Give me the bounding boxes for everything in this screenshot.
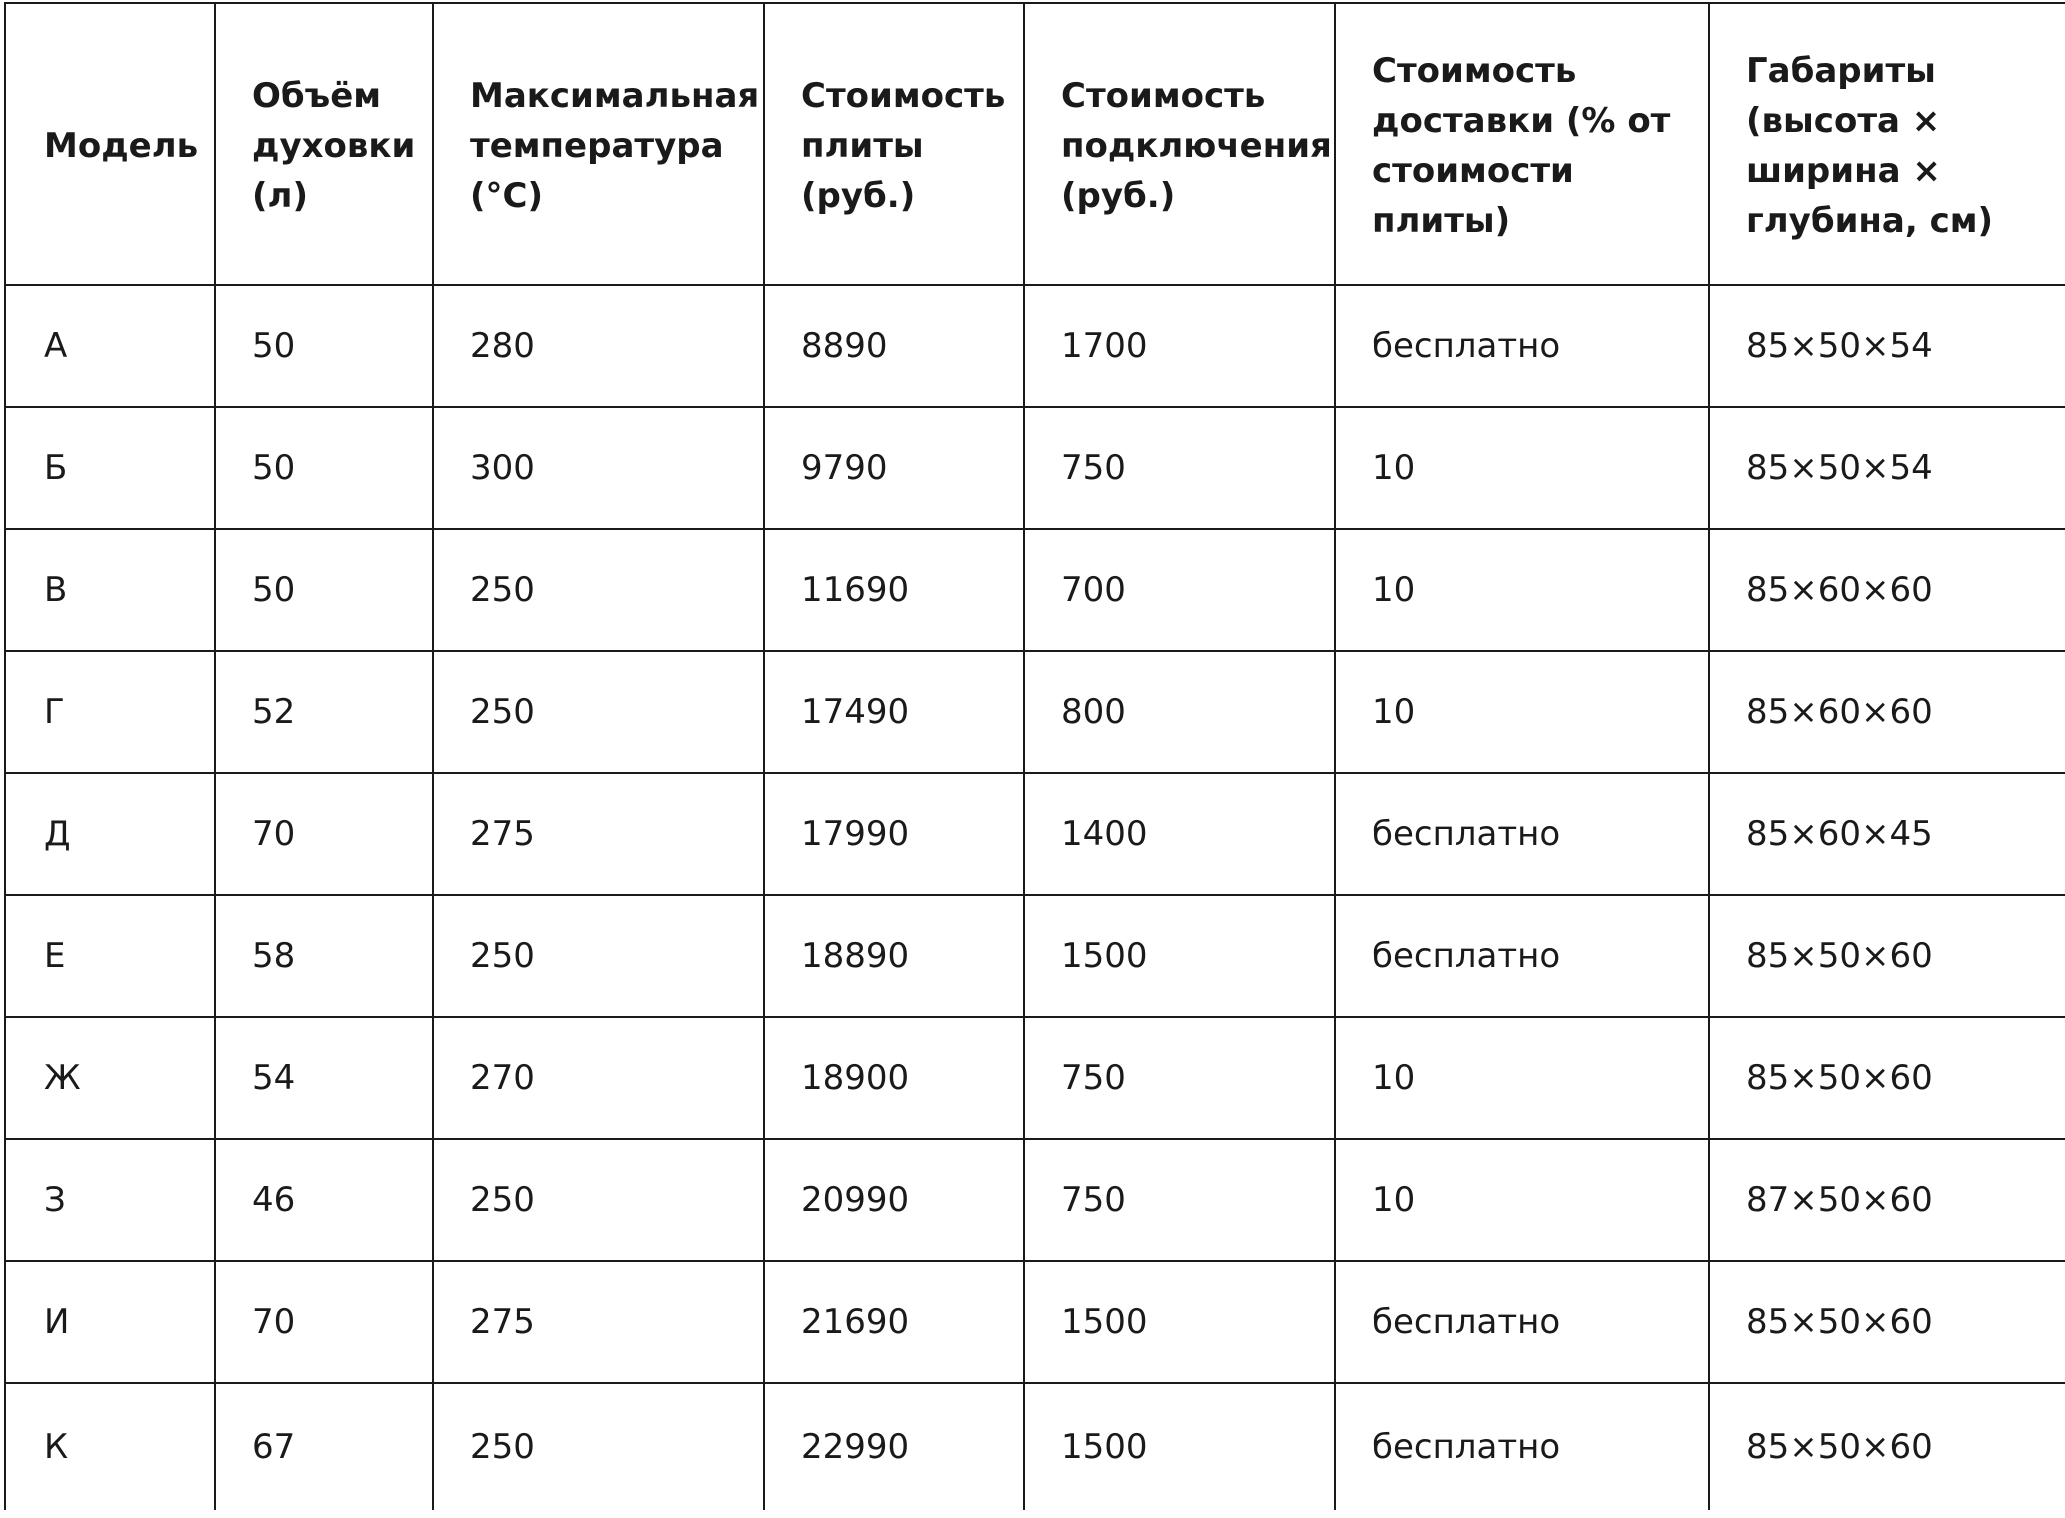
- cell-dimensions: 85×50×54: [1709, 407, 2065, 529]
- cell-connection-price: 1500: [1024, 1383, 1335, 1510]
- cell-model: Б: [5, 407, 215, 529]
- cell-dimensions: 85×50×60: [1709, 1383, 2065, 1510]
- cell-delivery-price: бесплатно: [1335, 773, 1709, 895]
- cell-delivery-price: 10: [1335, 407, 1709, 529]
- cell-model: И: [5, 1261, 215, 1383]
- header-oven-volume: Объём духовки (л): [215, 3, 433, 285]
- cell-dimensions: 85×50×60: [1709, 1261, 2065, 1383]
- header-connection-price: Стоимость подключения (руб.): [1024, 3, 1335, 285]
- table-row: [5, 1017, 2065, 1139]
- cell-delivery-price: 10: [1335, 529, 1709, 651]
- cell-stove-price: 20990: [764, 1139, 1024, 1261]
- table-header-row: [5, 3, 2065, 285]
- cell-dimensions: 85×60×45: [1709, 773, 2065, 895]
- cell-max-temperature: 275: [433, 773, 764, 895]
- cell-oven-volume: 58: [215, 895, 433, 1017]
- cell-delivery-price: 10: [1335, 1139, 1709, 1261]
- table-row: [5, 1139, 2065, 1261]
- cell-max-temperature: 250: [433, 529, 764, 651]
- cell-oven-volume: 67: [215, 1383, 433, 1510]
- cell-model: Д: [5, 773, 215, 895]
- cell-stove-price: 17990: [764, 773, 1024, 895]
- cell-delivery-price: бесплатно: [1335, 895, 1709, 1017]
- cell-max-temperature: 270: [433, 1017, 764, 1139]
- cell-connection-price: 800: [1024, 651, 1335, 773]
- cell-connection-price: 750: [1024, 1139, 1335, 1261]
- cell-oven-volume: 54: [215, 1017, 433, 1139]
- cell-stove-price: 18900: [764, 1017, 1024, 1139]
- cell-dimensions: 85×60×60: [1709, 529, 2065, 651]
- header-stove-price: Стоимость плиты (руб.): [764, 3, 1024, 285]
- cell-stove-price: 8890: [764, 285, 1024, 407]
- table-row: [5, 895, 2065, 1017]
- table-row: [5, 529, 2065, 651]
- cell-oven-volume: 70: [215, 1261, 433, 1383]
- cell-stove-price: 18890: [764, 895, 1024, 1017]
- table-row: [5, 285, 2065, 407]
- cell-model: А: [5, 285, 215, 407]
- cell-stove-price: 11690: [764, 529, 1024, 651]
- cell-model: К: [5, 1383, 215, 1510]
- cell-max-temperature: 250: [433, 1383, 764, 1510]
- cell-delivery-price: бесплатно: [1335, 1383, 1709, 1510]
- cell-max-temperature: 300: [433, 407, 764, 529]
- cell-model: Г: [5, 651, 215, 773]
- cell-oven-volume: 46: [215, 1139, 433, 1261]
- cell-max-temperature: 280: [433, 285, 764, 407]
- cell-delivery-price: 10: [1335, 1017, 1709, 1139]
- cell-connection-price: 700: [1024, 529, 1335, 651]
- header-model: Модель: [5, 3, 215, 285]
- cell-oven-volume: 70: [215, 773, 433, 895]
- cell-model: Е: [5, 895, 215, 1017]
- cell-max-temperature: 250: [433, 1139, 764, 1261]
- cell-connection-price: 1700: [1024, 285, 1335, 407]
- cell-dimensions: 85×60×60: [1709, 651, 2065, 773]
- cell-stove-price: 22990: [764, 1383, 1024, 1510]
- stoves-comparison-table: [4, 2, 2065, 1510]
- cell-dimensions: 85×50×60: [1709, 895, 2065, 1017]
- cell-connection-price: 1400: [1024, 773, 1335, 895]
- cell-connection-price: 750: [1024, 407, 1335, 529]
- table-row: [5, 407, 2065, 529]
- header-delivery-price: Стоимость доставки (% от стоимости плиты): [1335, 3, 1709, 285]
- cell-connection-price: 1500: [1024, 895, 1335, 1017]
- cell-dimensions: 87×50×60: [1709, 1139, 2065, 1261]
- cell-max-temperature: 250: [433, 651, 764, 773]
- header-max-temperature: Максимальная температура (°С): [433, 3, 764, 285]
- cell-model: З: [5, 1139, 215, 1261]
- cell-delivery-price: бесплатно: [1335, 1261, 1709, 1383]
- cell-dimensions: 85×50×60: [1709, 1017, 2065, 1139]
- cell-oven-volume: 50: [215, 529, 433, 651]
- cell-delivery-price: 10: [1335, 651, 1709, 773]
- cell-model: В: [5, 529, 215, 651]
- table-row: [5, 773, 2065, 895]
- cell-stove-price: 21690: [764, 1261, 1024, 1383]
- cell-oven-volume: 52: [215, 651, 433, 773]
- cell-connection-price: 750: [1024, 1017, 1335, 1139]
- cell-oven-volume: 50: [215, 285, 433, 407]
- cell-oven-volume: 50: [215, 407, 433, 529]
- cell-max-temperature: 250: [433, 895, 764, 1017]
- cell-stove-price: 9790: [764, 407, 1024, 529]
- table-row: [5, 1383, 2065, 1510]
- table-row: [5, 1261, 2065, 1383]
- cell-delivery-price: бесплатно: [1335, 285, 1709, 407]
- cell-model: Ж: [5, 1017, 215, 1139]
- header-dimensions: Габариты (высота × ширина × глубина, см): [1709, 3, 2065, 285]
- cell-stove-price: 17490: [764, 651, 1024, 773]
- table-row: [5, 651, 2065, 773]
- cell-connection-price: 1500: [1024, 1261, 1335, 1383]
- cell-max-temperature: 275: [433, 1261, 764, 1383]
- cell-dimensions: 85×50×54: [1709, 285, 2065, 407]
